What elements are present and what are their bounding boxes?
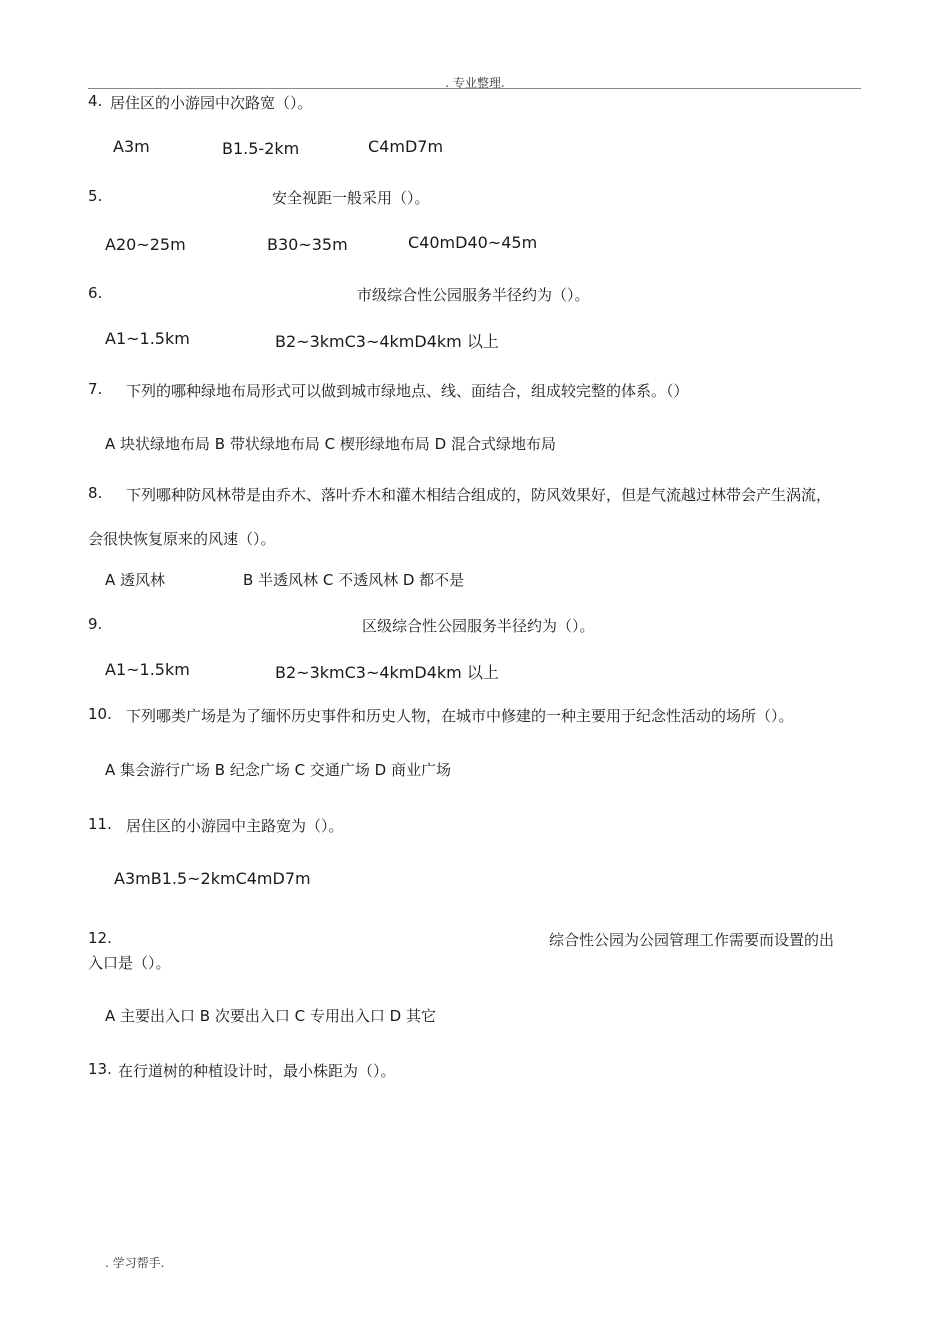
q4-option-b: B1.5-2km	[222, 139, 300, 158]
q5-number: 5.	[88, 187, 103, 205]
page-footer: . 学习帮手.	[105, 1256, 165, 1270]
q13-stem: 在行道树的种植设计时，最小株距为（）。	[118, 1062, 396, 1080]
q4-number: 4.	[88, 92, 103, 110]
q9-stem: 区级综合性公园服务半径约为（）。	[362, 617, 595, 635]
q12-options: A 主要出入口 B 次要出入口 C 专用出入口 D 其它	[105, 1007, 436, 1025]
q6-number: 6.	[88, 284, 103, 302]
q7-number: 7.	[88, 380, 103, 398]
q9-option-bcd: B2~3kmC3~4kmD4km 以上	[275, 663, 499, 682]
q8-stem: 下列哪种防风林带是由乔木、落叶乔木和灌木相结合组成的，防风效果好，但是气流越过林带会产生涡流，	[126, 486, 832, 504]
q12-number: 12.	[88, 929, 112, 947]
q7-options: A 块状绿地布局 B 带状绿地布局 C 楔形绿地布局 D 混合式绿地布局	[105, 435, 556, 453]
q6-option-bcd: B2~3kmC3~4kmD4km 以上	[275, 332, 499, 351]
q10-number: 10.	[88, 705, 112, 723]
q5-stem: 安全视距一般采用（）。	[272, 189, 430, 207]
q4-option-cd: C4mD7m	[368, 137, 444, 156]
q5-option-a: A20~25m	[105, 235, 186, 254]
q7-stem: 下列的哪种绿地布局形式可以做到城市绿地点、线、面结合，组成较完整的体系。（）	[126, 382, 689, 400]
q9-number: 9.	[88, 615, 103, 633]
page-header: . 专业整理.	[445, 76, 505, 90]
q5-option-cd: C40mD40~45m	[408, 233, 538, 252]
q5-option-b: B30~35m	[267, 235, 348, 254]
q11-stem: 居住区的小游园中主路宽为（）。	[126, 817, 344, 835]
q6-option-a: A1~1.5km	[105, 329, 190, 348]
q11-number: 11.	[88, 815, 112, 833]
q4-option-a: A3m	[113, 137, 150, 156]
q12-stem-continued: 入口是（）。	[88, 954, 171, 972]
q12-stem: 综合性公园为公园管理工作需要而设置的出	[549, 931, 835, 949]
q11-options: A3mB1.5~2kmC4mD7m	[114, 869, 311, 888]
q8-number: 8.	[88, 484, 103, 502]
q9-option-a: A1~1.5km	[105, 660, 190, 679]
header-divider	[88, 88, 861, 89]
q6-stem: 市级综合性公园服务半径约为（）。	[357, 286, 590, 304]
q13-number: 13.	[88, 1060, 112, 1078]
q10-stem: 下列哪类广场是为了缅怀历史事件和历史人物，在城市中修建的一种主要用于纪念性活动的场所（）。	[126, 707, 794, 725]
q10-options: A 集会游行广场 B 纪念广场 C 交通广场 D 商业广场	[105, 761, 451, 779]
q8-option-a: A 透风林	[105, 571, 166, 589]
q4-stem: 居住区的小游园中次路宽（）。	[110, 94, 313, 112]
q8-option-bcd: B 半透风林 C 不透风林 D 都不是	[243, 571, 465, 589]
q8-stem-continued: 会很快恢复原来的风速（）。	[88, 530, 276, 548]
